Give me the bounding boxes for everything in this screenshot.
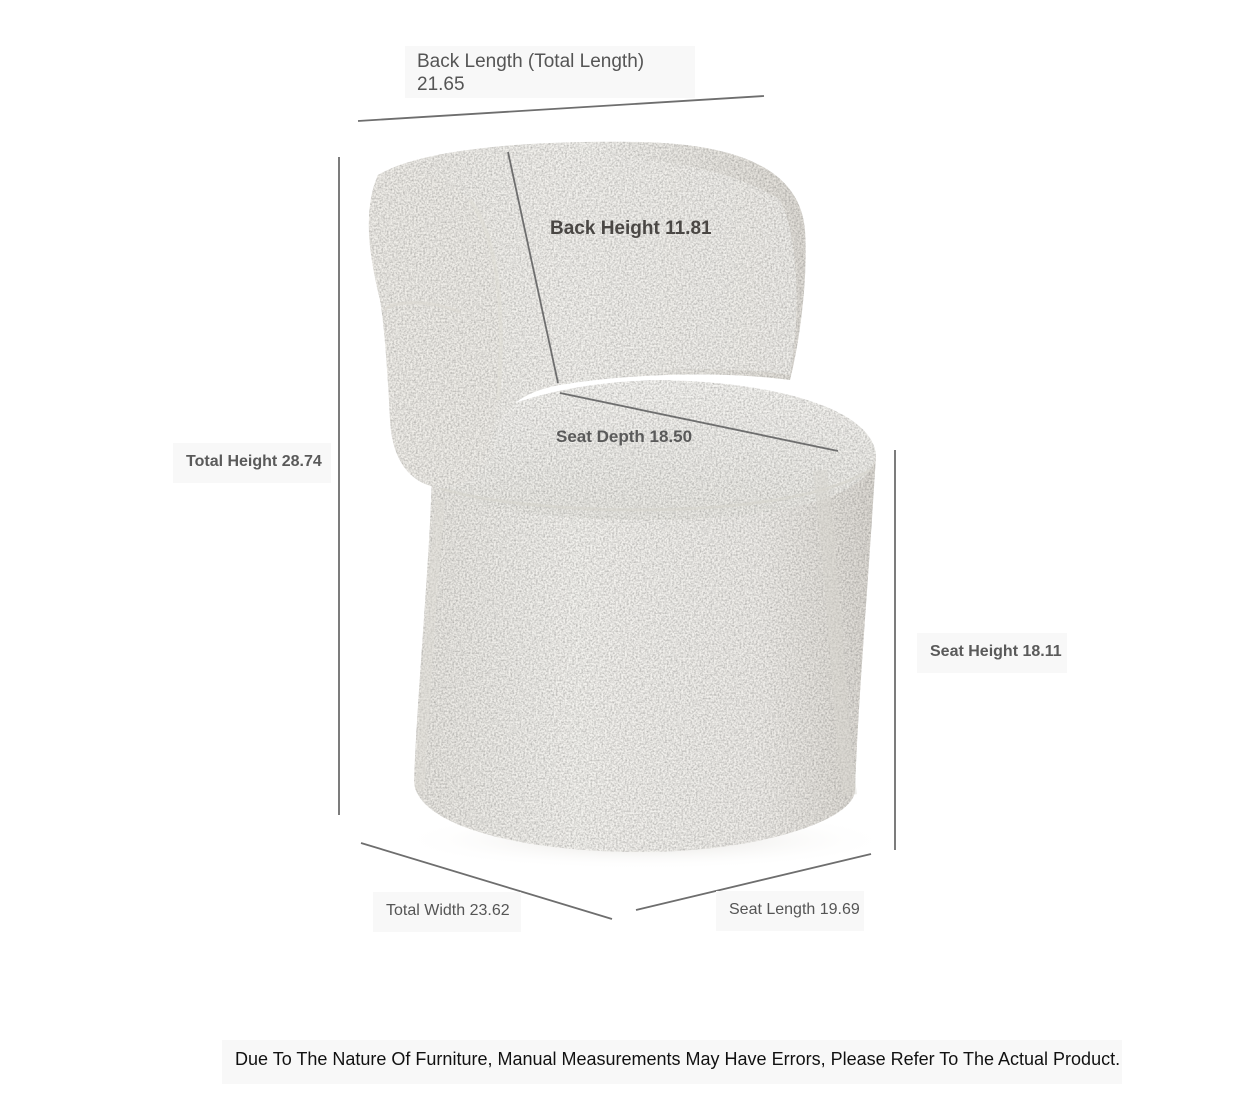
seat-length-label: Seat Length 19.69 bbox=[729, 901, 860, 918]
seat-depth-label: Seat Depth 18.50 bbox=[556, 427, 693, 446]
seat-height-label: Seat Height 18.11 bbox=[930, 643, 1062, 660]
total-height-label: Total Height 28.74 bbox=[186, 453, 322, 470]
back-length-line bbox=[358, 96, 764, 121]
measurement-disclaimer: Due To The Nature Of Furniture, Manual Measurements May Have Errors, Please Refer To The Actual Product. bbox=[235, 1049, 1121, 1069]
back-height-label: Back Height 11.81 bbox=[550, 218, 712, 239]
back-length-value: 21.65 bbox=[417, 74, 465, 95]
total-width-label: Total Width 23.62 bbox=[386, 902, 510, 919]
back-length-label: Back Length (Total Length) bbox=[417, 51, 645, 72]
